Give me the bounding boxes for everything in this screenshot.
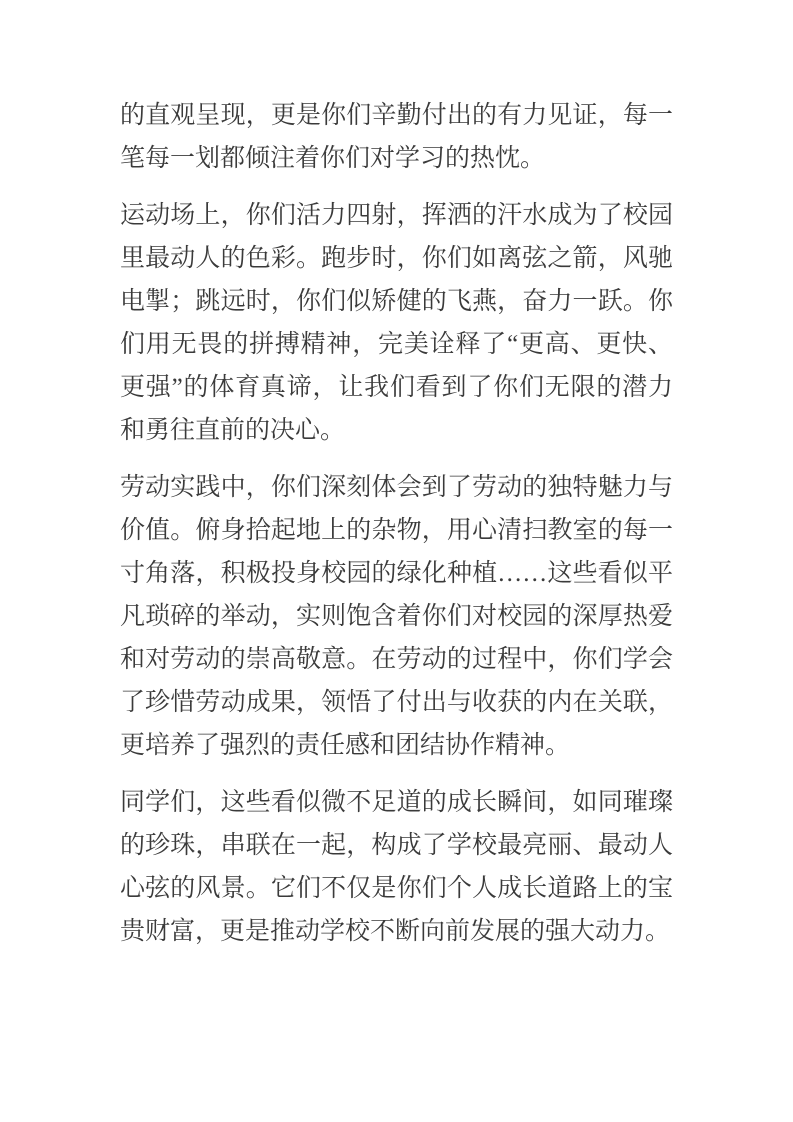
paragraph-sports: 运动场上，你们活力四射，挥洒的汗水成为了校园里最动人的色彩。跑步时，你们如离弦之箭，风驰电掣；跳远时，你们似矫健的飞燕，奋力一跃。你们用无畏的拼搏精神，完美诠释了“更高、更快、更强”的体育真谛，让我们看到了你们无限的潜力和勇往直前的决心。	[120, 202, 673, 444]
paragraph-closing: 同学们，这些看似微不足道的成长瞬间，如同璀璨的珍珠，串联在一起，构成了学校最亮丽、最动人心弦的风景。它们不仅是你们个人成长道路上的宝贵财富，更是推动学校不断向前发展的强大动力。	[120, 789, 673, 945]
paragraph-labor: 劳动实践中，你们深刻体会到了劳动的独特魅力与价值。俯身拾起地上的杂物，用心清扫教室的每一寸角落，积极投身校园的绿化种植……这些看似平凡琐碎的举动，实则饱含着你们对校园的深厚热爱和对劳动的崇高敬意。在劳动的过程中，你们学会了珍惜劳动成果，领悟了付出与收获的内在关联，更培养了强烈的责任感和团结协作精神。	[120, 474, 673, 759]
paragraph-study: 的直观呈现，更是你们辛勤付出的有力见证，每一笔每一划都倾注着你们对学习的热忱。	[120, 102, 673, 172]
